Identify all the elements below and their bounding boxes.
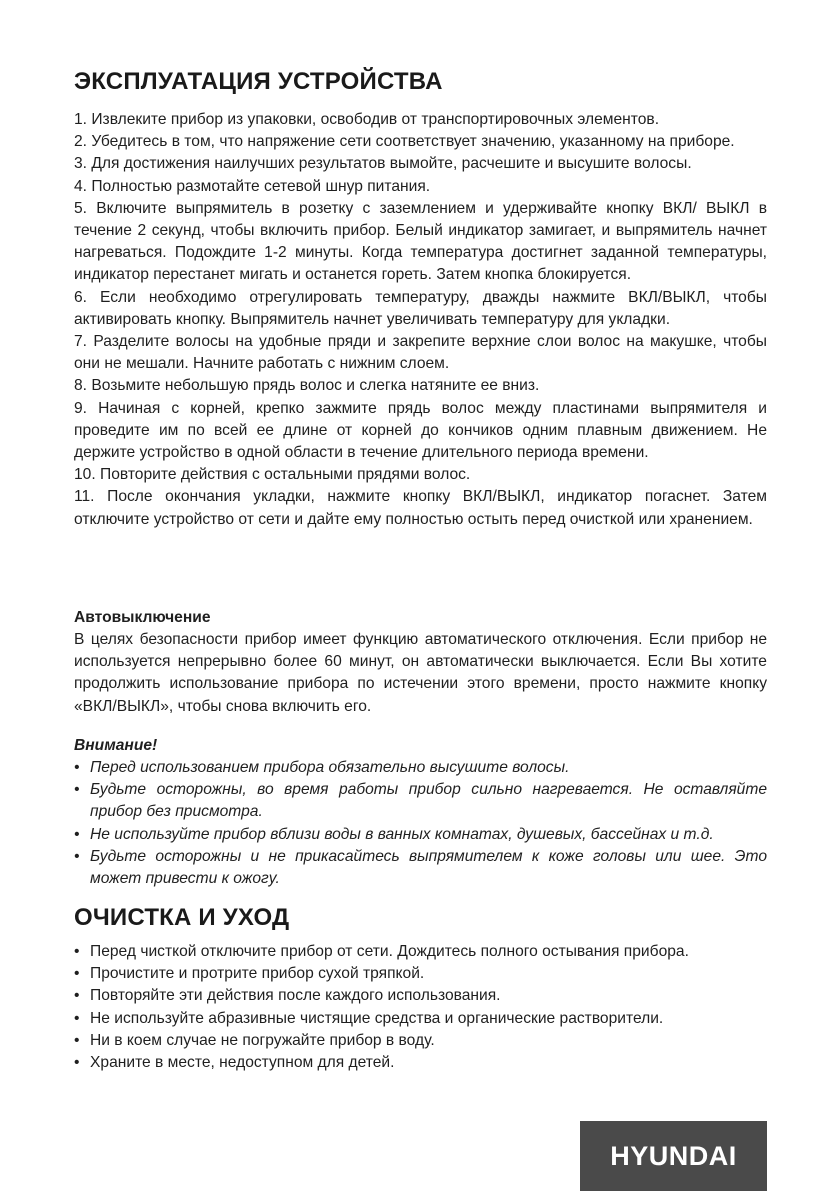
step-4: 4. Полностью размотайте сетевой шнур питания. (74, 177, 431, 195)
step-6: 6. Если необходимо отрегулировать температуру, дважды нажмите ВКЛ/ВЫКЛ, чтобы активировать кнопку. Выпрямитель начнет увеличивать температуру для укладки. (74, 288, 767, 328)
bullet-icon: • (74, 759, 80, 776)
step-8: 8. Возьмите небольшую прядь волос и слегка натяните ее вниз. (74, 377, 540, 395)
cleaning-item-text: Ни в коем случае не погружайте прибор в воду. (90, 1031, 435, 1049)
bullet-icon: • (74, 1054, 80, 1072)
bullet-icon: • (74, 987, 80, 1005)
auto-off-section (74, 608, 767, 718)
warning-heading: Внимание! (74, 737, 158, 754)
list-item (74, 779, 767, 823)
warning-item-text: Будьте осторожны, во время работы прибор сильно нагревается. Не оставляйте прибор без присмотра. (90, 781, 767, 821)
step-3: 3. Для достижения наилучших результатов вымойте, расчешите и высушите волосы. (74, 155, 692, 173)
step-7: 7. Разделите волосы на удобные пряди и закрепите верхние слои волос на макушке, чтобы они не мешали. Начните работать с нижним слоем. (74, 333, 767, 373)
warning-item-text: Будьте осторожны и не прикасайтесь выпрямителем к коже головы или шее. Это может привести к ожогу. (90, 847, 767, 888)
warning-item-text: Перед использованием прибора обязательно высушите волосы. (90, 759, 570, 776)
cleaning-item-text: Повторяйте эти действия после каждого использования. (90, 987, 501, 1005)
section-title-cleaning: ОЧИСТКА И УХОД (74, 904, 290, 931)
list-item (74, 1030, 767, 1052)
bullet-icon: • (74, 965, 80, 983)
operation-steps (74, 109, 767, 531)
warning-list (74, 757, 767, 890)
cleaning-item-text: Храните в месте, недоступном для детей. (90, 1054, 395, 1072)
step-11: 11. После окончания укладки, нажмите кнопку ВКЛ/ВЫКЛ, индикатор погаснет. Затем отключите устройство от сети и дайте ему полностью остыть перед очисткой или хранением. (74, 488, 767, 528)
warning-section (74, 736, 767, 890)
step-5: 5. Включите выпрямитель в розетку с заземлением и удерживайте кнопку ВКЛ/ ВЫКЛ в течение 2 секунд, чтобы включить прибор. Белый индикатор замигает, и выпрямитель начнет нагреваться. Подождите 1-2 минуты. Когда температура достигнет заданной температуры, индикатор перестанет мигать и останется гореть. Затем кнопка блокируется. (74, 199, 767, 284)
bullet-icon: • (74, 1009, 80, 1027)
bullet-icon: • (74, 847, 80, 865)
auto-off-heading: Автовыключение (74, 609, 211, 626)
cleaning-item-text: Перед чисткой отключите прибор от сети. Дождитесь полного остывания прибора. (90, 943, 689, 960)
hyundai-logo: HYUNDAI (580, 1121, 767, 1191)
step-10: 10. Повторите действия с остальными прядями волос. (74, 466, 471, 484)
list-item (74, 941, 767, 963)
bullet-icon: • (74, 781, 80, 799)
list-item (74, 1008, 767, 1030)
cleaning-section (74, 941, 767, 1074)
list-item (74, 963, 767, 985)
list-item (74, 1052, 767, 1074)
step-9: 9. Начиная с корней, крепко зажмите прядь волос между пластинами выпрямителя и проведите им по всей ее длине от корней до кончиков одним плавным движением. Не держите устройство в одной области в течение длительного периода времени. (74, 399, 767, 462)
cleaning-item-text: Не используйте абразивные чистящие средства и органические растворители. (90, 1009, 664, 1027)
cleaning-item-text: Прочистите и протрите прибор сухой тряпкой. (90, 965, 425, 983)
step-1: 1. Извлеките прибор из упаковки, освободив от транспортировочных элементов. (74, 111, 660, 128)
cleaning-list (74, 941, 767, 1074)
bullet-icon: • (74, 1031, 80, 1049)
bullet-icon: • (74, 943, 80, 960)
list-item (74, 824, 767, 846)
step-2: 2. Убедитесь в том, что напряжение сети соответствует значению, указанному на приборе. (74, 133, 735, 151)
bullet-icon: • (74, 825, 80, 843)
warning-item-text: Не используйте прибор вблизи воды в ванных комнатах, душевых, бассейнах и т.д. (90, 825, 714, 843)
list-item (74, 757, 767, 779)
auto-off-text: В целях безопасности прибор имеет функцию автоматического отключения. Если прибор не используется непрерывно более 60 минут, он автоматически выключается. Если Вы хотите продолжить использование прибора по истечении этого времени, просто нажмите кнопку «ВКЛ/ВЫКЛ», чтобы снова включить его. (74, 631, 767, 715)
section-title-operation: ЭКСПЛУАТАЦИЯ УСТРОЙСТВА (74, 68, 443, 95)
list-item (74, 985, 767, 1007)
list-item (74, 846, 767, 890)
